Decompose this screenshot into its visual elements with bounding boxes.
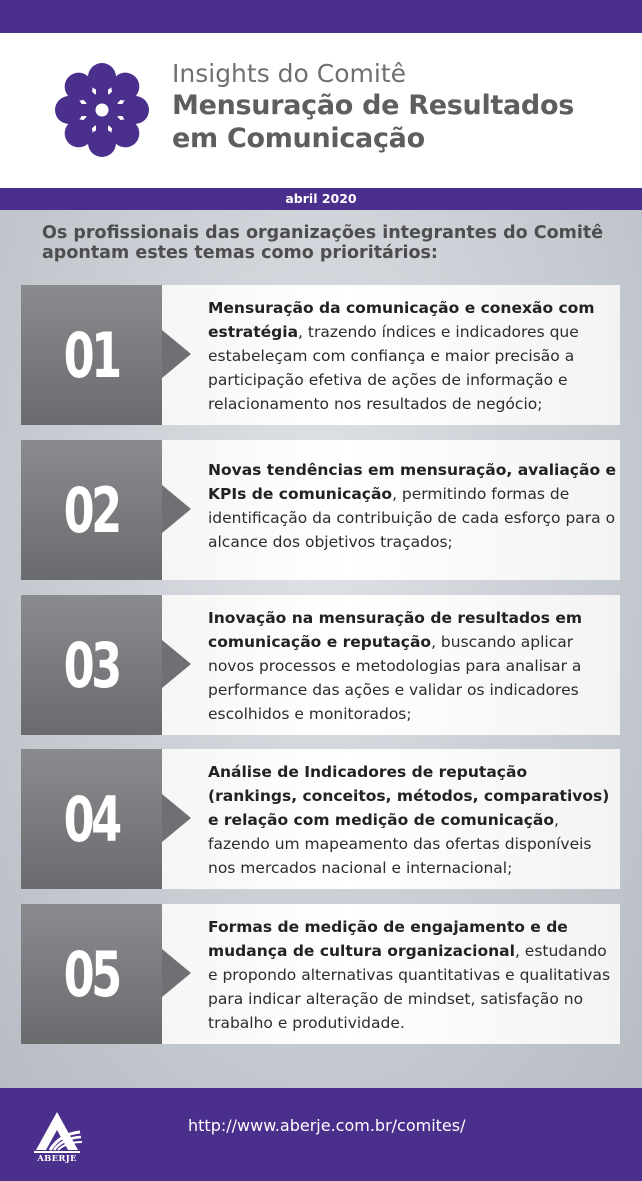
date-bar: abril 2020 [0,188,642,210]
text-box [162,440,620,580]
number-box [21,749,162,889]
item-text [208,606,620,726]
item-text [208,296,620,416]
item-rest-text: , buscando aplicar novos processos e metodologias para analisar a performance das ações e validar os indicadores escolhidos e monitorados; [208,633,582,723]
priority-item-04 [21,749,620,889]
number-box [21,285,162,425]
main-content [0,210,642,1088]
item-rest-text: , fazendo um mapeamento das ofertas disponíveis nos mercados nacional e internacional; [208,811,592,877]
priority-item-01 [21,285,620,425]
item-number: 05 [64,937,119,1011]
title-line3: em Comunicação [172,123,425,154]
item-number: 04 [64,782,119,856]
item-rest-text: , permitindo formas de identificação da contribuição de cada esforço para o alcance dos objetivos traçados; [208,485,616,551]
item-bold-text: Análise de Indicadores de reputação (rankings, conceitos, métodos, comparativos) e relação com medição de comunicação [208,763,610,829]
header [0,33,642,188]
item-bold-text: Inovação na mensuração de resultados em comunicação e reputação [208,609,582,651]
arrow-icon [162,330,191,378]
intro-line2: apontam estes temas como prioritários: [42,243,438,263]
arrow-icon [162,640,191,688]
title-line2: Mensuração de Resultados [172,90,574,121]
footer [0,1088,642,1181]
text-box [162,595,620,735]
arrow-icon [162,794,191,842]
number-box [21,440,162,580]
text-box [162,749,620,889]
item-number: 02 [64,473,119,547]
number-box [21,595,162,735]
item-text [208,760,620,880]
arrow-icon [162,949,191,997]
priority-item-05 [21,904,620,1044]
intro-line1: Os profissionais das organizações integrantes do Comitê [42,223,604,243]
text-box [162,904,620,1044]
intro-text [42,223,612,263]
priority-item-03 [21,595,620,735]
item-bold-text: Novas tendências em mensuração, avaliação e KPIs de comunicação [208,461,617,503]
item-number: 03 [64,628,119,702]
arrow-icon [162,485,191,533]
item-number: 01 [64,318,119,392]
aberje-logo-text: ABERJE [37,1154,77,1164]
footer-url-link[interactable]: http://www.aberje.com.br/comites/ [188,1116,466,1135]
text-box [162,285,620,425]
item-bold-text: Formas de medição de engajamento e de mudança de cultura organizacional [208,918,568,960]
item-rest-text: , estudando e propondo alternativas quantitativas e qualitativas para indicar alteração de mindset, satisfação no trabalho e produtividade. [208,942,611,1032]
title-line1: Insights do Comitê [172,59,407,88]
item-rest-text: , trazendo índices e indicadores que estabeleçam com confiança e maior precisão a participação efetiva de ações de informação e relacionamento nos resultados de negócio; [208,323,579,413]
title-block [172,59,574,155]
item-text [208,915,620,1035]
item-bold-text: Mensuração da comunicação e conexão com estratégia [208,299,595,341]
number-box [21,904,162,1044]
item-text [208,458,620,554]
flower-icon [50,58,154,162]
priority-item-02 [21,440,620,580]
top-bar [0,0,642,33]
